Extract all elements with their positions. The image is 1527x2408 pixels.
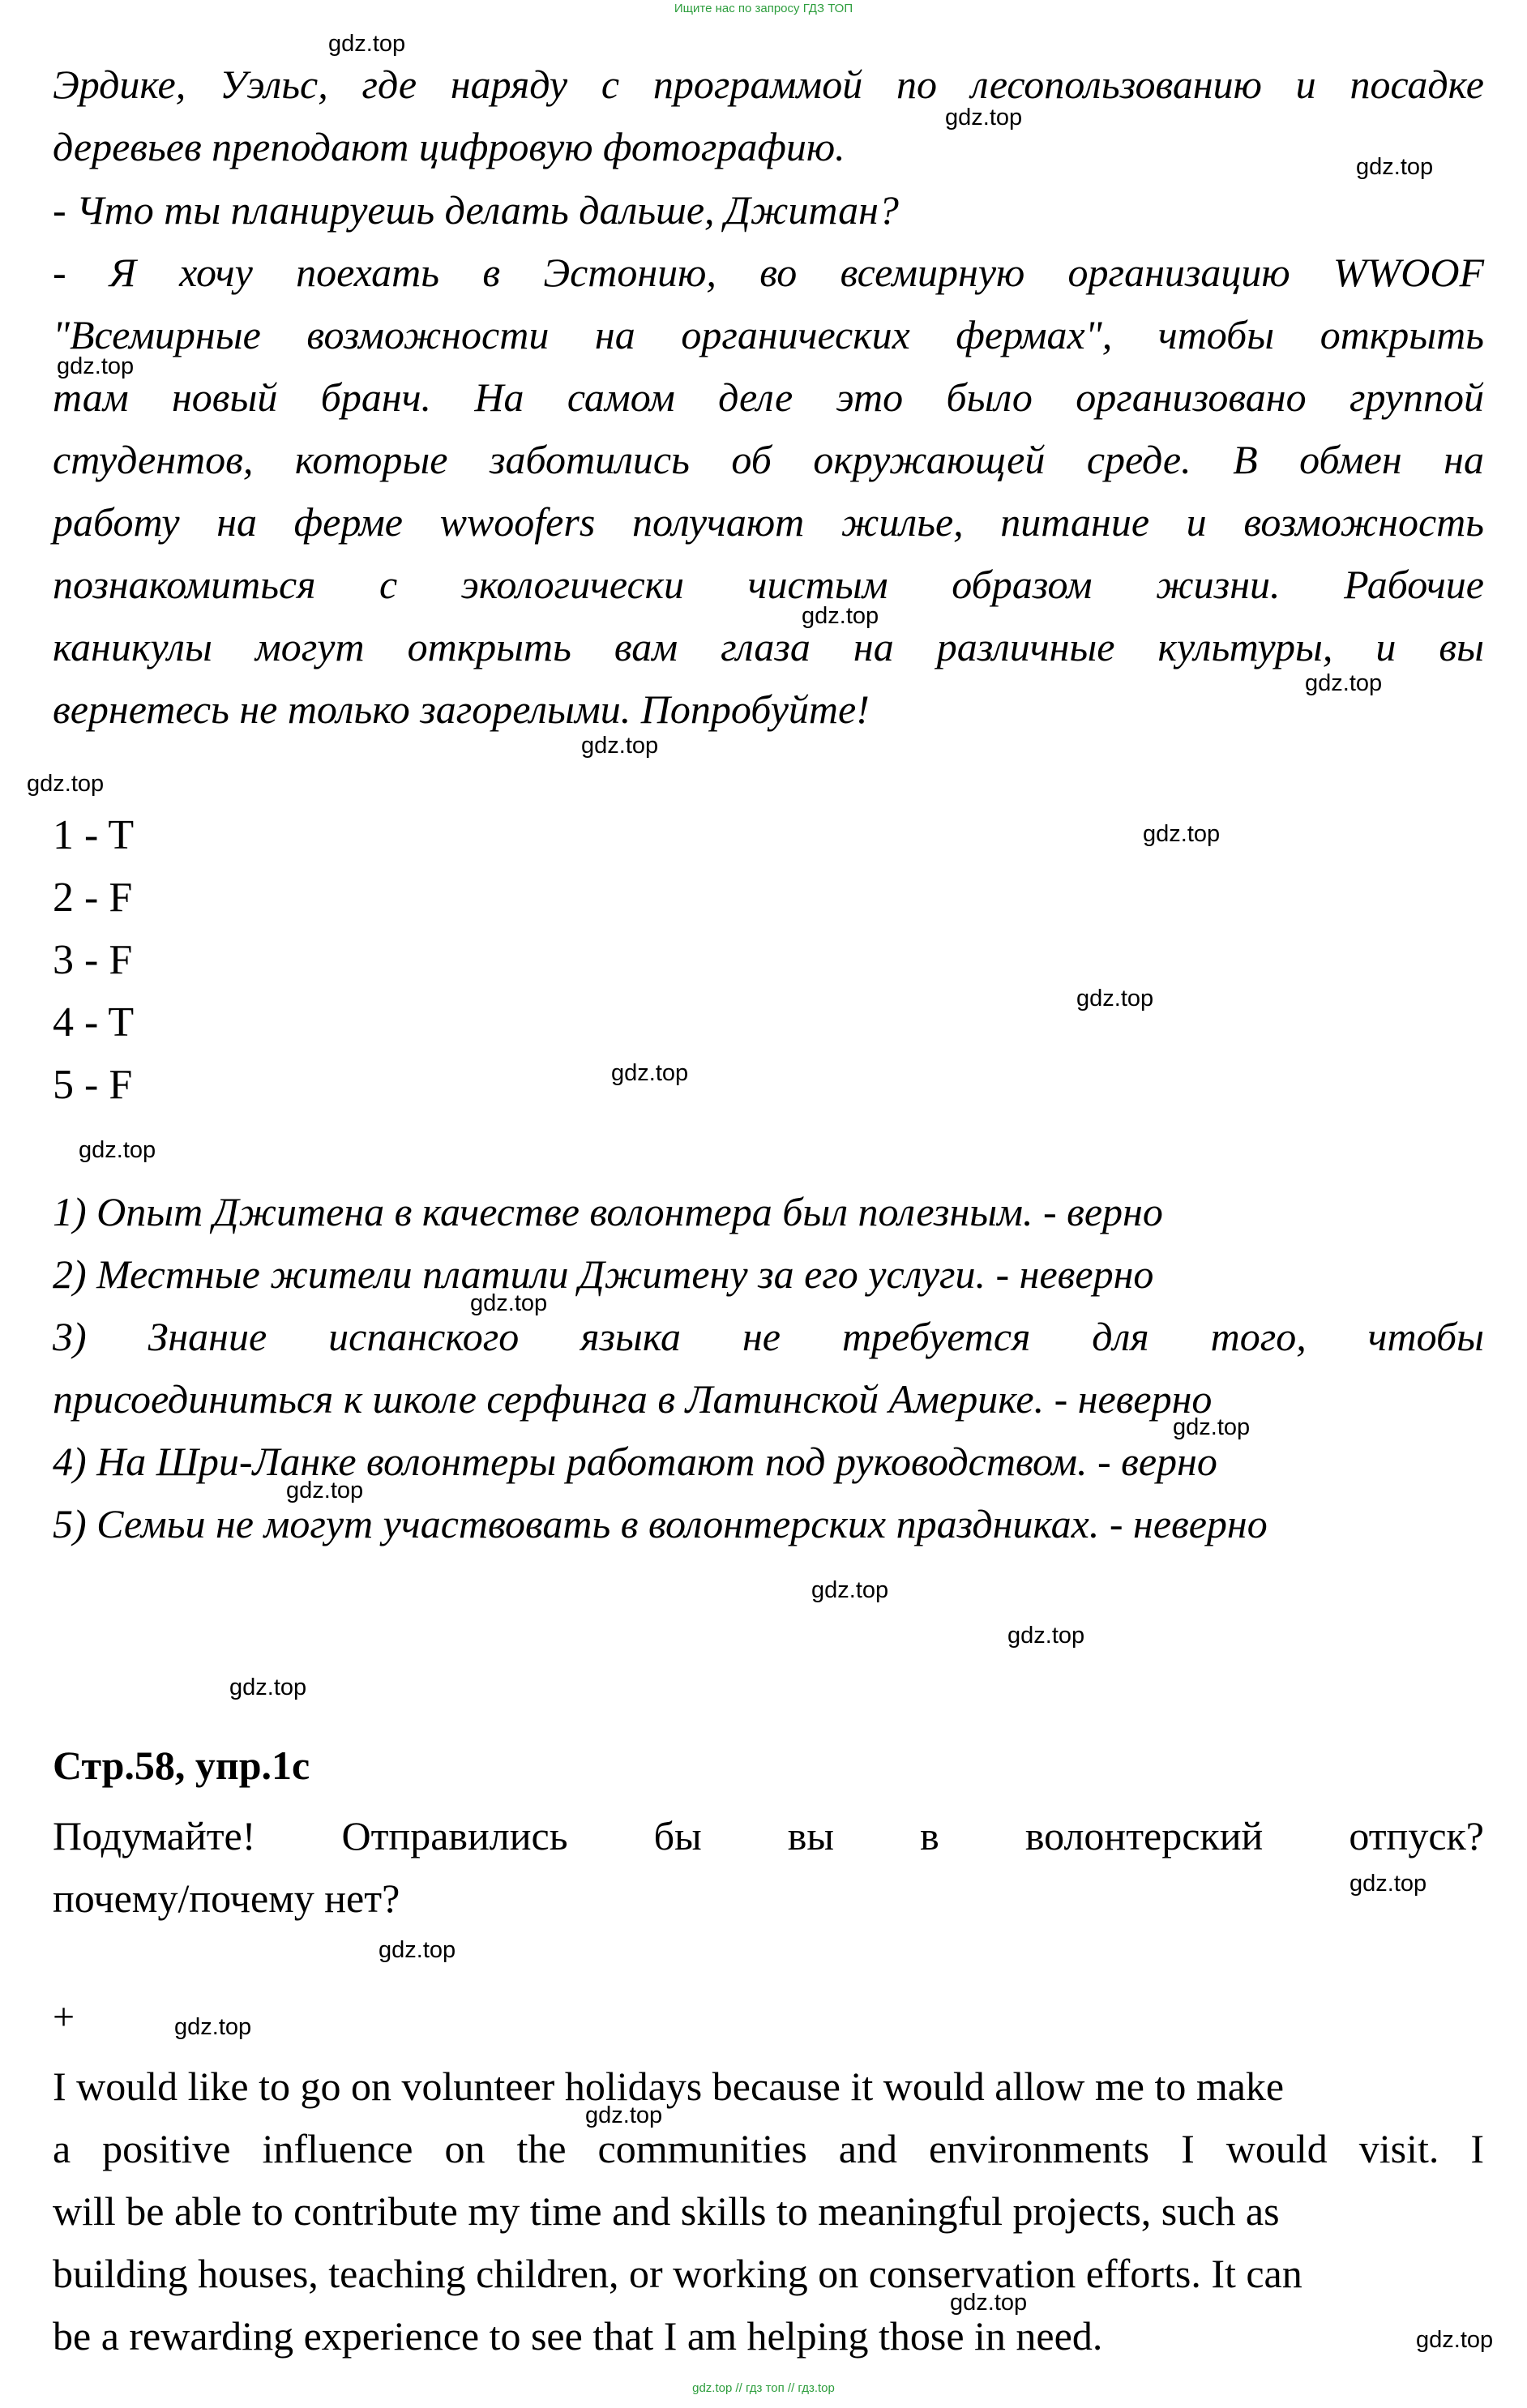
- watermark: gdz.top: [1305, 670, 1383, 696]
- translation-line: студентов, которые заботились об окружающей среде. В обмен на: [53, 437, 1484, 482]
- watermark: gdz.top: [379, 1937, 456, 1963]
- answer-item: 4 - T: [53, 999, 135, 1046]
- question-line: Подумайте! Отправились бы вы в волонтерский отпуск?: [53, 1813, 1484, 1858]
- watermark: gdz.top: [79, 1137, 156, 1163]
- answer-line: building houses, teaching children, or working on conservation efforts. It can: [53, 2251, 1302, 2296]
- answer-line: I would like to go on volunteer holidays because it would allow me to make: [53, 2064, 1285, 2109]
- translation-line: Эрдике, Уэльс, где наряду с программой по лесопользованию и посадке: [53, 62, 1484, 107]
- watermark: gdz.top: [27, 771, 105, 797]
- statement-line: 3) Знание испанского языка не требуется для того, чтобы: [53, 1314, 1484, 1359]
- watermark: gdz.top: [1007, 1623, 1085, 1649]
- watermark: gdz.top: [802, 603, 879, 629]
- statement-line: 2) Местные жители платили Джитену за его услуги. - неверно: [53, 1251, 1154, 1297]
- watermark: gdz.top: [945, 105, 1023, 130]
- watermark: gdz.top: [1173, 1414, 1251, 1440]
- statement-line: 5) Семьи не могут участвовать в волонтерских праздниках. - неверно: [53, 1501, 1268, 1546]
- statement-line: 1) Опыт Джитена в качестве волонтера был полезным. - верно: [53, 1189, 1163, 1234]
- translation-line: познакомиться с экологически чистым образом жизни. Рабочие: [53, 562, 1484, 607]
- answer-line: be a rewarding experience to see that I am helping those in need.: [53, 2313, 1103, 2359]
- watermark: gdz.top: [1349, 1871, 1427, 1897]
- footer-note: gdz.top // гдз топ // гдз.top: [692, 2381, 835, 2395]
- plus-mark: +: [53, 1995, 75, 2038]
- translation-line: каникулы могут открыть вам глаза на различные культуры, и вы: [53, 624, 1484, 669]
- watermark: gdz.top: [611, 1060, 689, 1086]
- answer-item: 3 - F: [53, 937, 133, 983]
- exercise-heading: Стр.58, упр.1c: [53, 1743, 310, 1788]
- watermark: gdz.top: [1416, 2327, 1494, 2353]
- header-note: Ищите нас по запросу ГДЗ ТОП: [674, 2, 853, 15]
- answer-line: will be able to contribute my time and skills to meaningful projects, such as: [53, 2188, 1280, 2234]
- answer-item: 1 - T: [53, 812, 135, 858]
- watermark: gdz.top: [286, 1478, 364, 1503]
- statement-line: 4) На Шри-Ланке волонтеры работают под руководством. - верно: [53, 1439, 1217, 1484]
- answer-line: a positive influence on the communities and environments I would visit. I: [53, 2126, 1484, 2171]
- watermark: gdz.top: [585, 2102, 663, 2128]
- question-line: почему/почему нет?: [53, 1876, 400, 1921]
- watermark: gdz.top: [950, 2290, 1028, 2316]
- answer-item: 5 - F: [53, 1062, 133, 1108]
- translation-line: вернетесь не только загорелыми. Попробуйте!: [53, 686, 870, 732]
- statement-line: присоединиться к школе серфинга в Латинской Америке. - неверно: [53, 1376, 1213, 1422]
- translation-line: там новый бранч. На самом деле это было организовано группой: [53, 374, 1484, 420]
- watermark: gdz.top: [811, 1577, 889, 1603]
- watermark: gdz.top: [1143, 821, 1221, 847]
- translation-line: работу на ферме wwoofers получают жилье, питание и возможность: [53, 499, 1484, 545]
- translation-line: - Что ты планируешь делать дальше, Джитан?: [53, 187, 899, 233]
- watermark: gdz.top: [328, 31, 406, 57]
- watermark: gdz.top: [57, 353, 135, 379]
- translation-line: - Я хочу поехать в Эстонию, во всемирную организацию WWOOF: [53, 250, 1484, 295]
- translation-line: деревьев преподают цифровую фотографию.: [53, 124, 845, 169]
- translation-line: "Всемирные возможности на органических фермах", чтобы открыть: [53, 312, 1484, 357]
- answer-item: 2 - F: [53, 875, 133, 921]
- watermark: gdz.top: [1356, 154, 1434, 180]
- watermark: gdz.top: [229, 1674, 307, 1700]
- watermark: gdz.top: [581, 733, 659, 759]
- watermark: gdz.top: [1076, 986, 1154, 1012]
- watermark: gdz.top: [470, 1290, 548, 1316]
- watermark: gdz.top: [174, 2014, 252, 2040]
